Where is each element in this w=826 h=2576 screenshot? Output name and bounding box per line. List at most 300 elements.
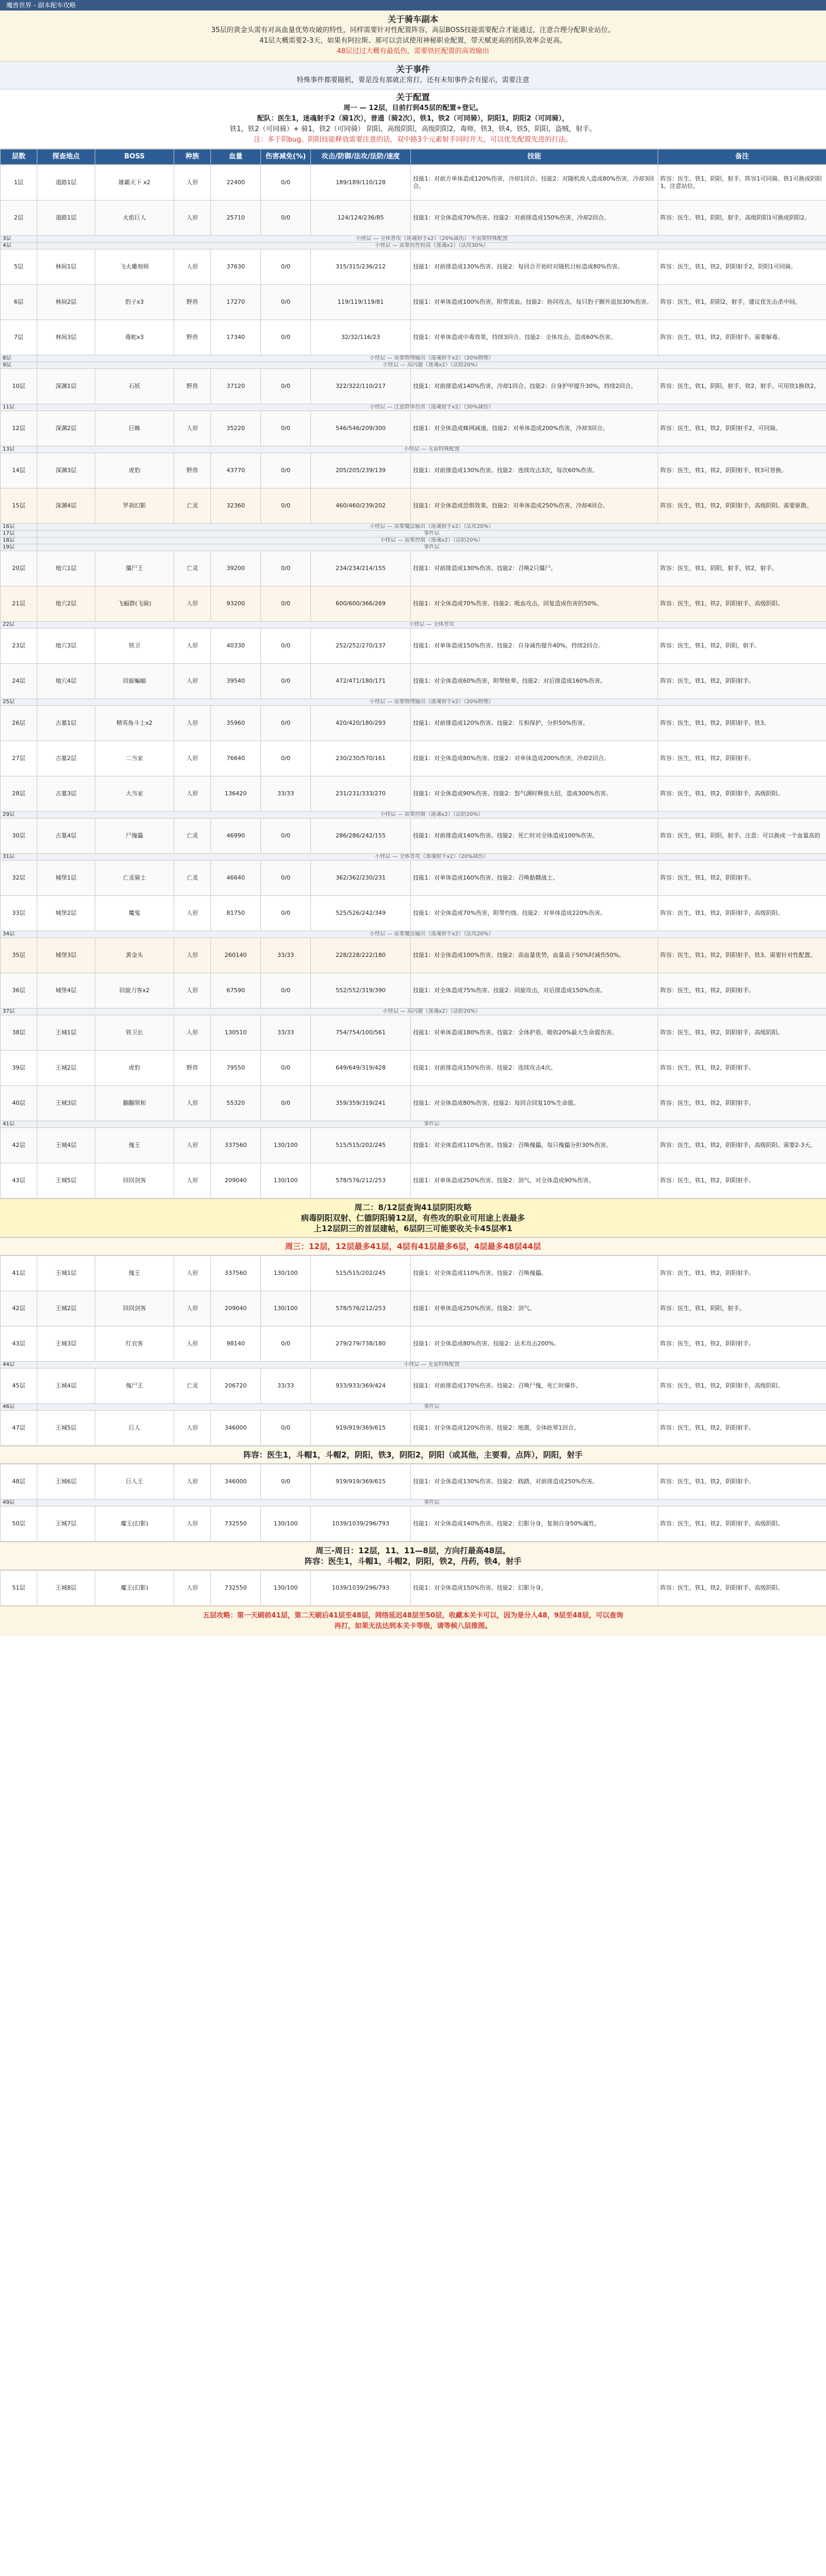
trash-row xyxy=(1,544,826,551)
trash-note-cell: 事件层 xyxy=(37,531,826,537)
boss-name-cell: 雄霸天下 x2 xyxy=(95,165,174,201)
column-header: 备注 xyxy=(658,149,826,165)
location-cell: 城堡2层 xyxy=(37,896,95,931)
race-cell: 人形 xyxy=(174,165,211,201)
remark-cell: 阵容：医生，铁1，铁2，阴阳射手，高级阴阳。 xyxy=(658,1571,826,1606)
remark-cell: 阵容：医生，铁1，铁2，阴阳射手。 xyxy=(658,664,826,699)
config-line: 周一 — 12层，目前打到45层的配置+登记。 xyxy=(343,104,483,112)
boss-name-cell: 回回剑客 xyxy=(95,1163,174,1199)
event-line: 特殊事件都要随机，要是没有那就正常打，还有未知事件会有提示，需要注意 xyxy=(296,76,529,84)
resist-cell: 33/33 xyxy=(261,1369,311,1404)
trash-note-cell: 小怪层 — 高闪避（迷魂x2）（法防20%） xyxy=(37,1009,826,1015)
resist-cell: 0/0 xyxy=(261,896,311,931)
hp-cell: 22400 xyxy=(211,165,261,201)
stats-cell: 231/231/333/270 xyxy=(311,776,411,812)
boss-row xyxy=(1,1163,826,1199)
sep-line: 周三：12层，12层最多41层，4层有41层最多6层，4层最多48层44层 xyxy=(285,1242,541,1251)
race-cell: 野兽 xyxy=(174,320,211,355)
skill-cell: 技能1：对全体造成110%伤害。技能2：召唤傀儡。 xyxy=(411,1256,658,1291)
skill-cell: 技能1：对前排造成120%伤害。技能2：互相保护，分担50%伤害。 xyxy=(411,706,658,741)
hp-cell: 43770 xyxy=(211,453,261,488)
location-cell: 深渊1层 xyxy=(37,369,95,404)
remark-cell: 阵容：医生，铁1，铁2，阴阳射手。 xyxy=(658,973,826,1009)
resist-cell: 0/0 xyxy=(261,741,311,776)
trash-note-cell: 小怪层 — 无需特殊配置 xyxy=(37,446,826,453)
boss-row xyxy=(1,1506,826,1542)
stats-cell: 32/32/116/23 xyxy=(311,320,411,355)
race-cell: 野兽 xyxy=(174,369,211,404)
trash-note-cell: 事件层 xyxy=(37,1121,826,1128)
remark-cell: 阵容：医生，铁1，铁2，阴阳射手。 xyxy=(658,1086,826,1121)
boss-name-cell: 傀尸王 xyxy=(95,1369,174,1404)
stats-cell: 119/119/119/81 xyxy=(311,285,411,320)
stats-cell: 362/362/230/231 xyxy=(311,861,411,896)
hp-cell: 337560 xyxy=(211,1256,261,1291)
floor-cell: 12层 xyxy=(1,411,37,446)
skill-cell: 技能1：对全体造成75%伤害。技能2：回旋攻击，对后排造成150%伤害。 xyxy=(411,973,658,1009)
floor-cell: 11层 xyxy=(1,404,37,411)
location-cell: 王城3层 xyxy=(37,1326,95,1362)
event-title: 关于事件 xyxy=(396,64,430,74)
boss-name-cell: 魔王(幻影) xyxy=(95,1571,174,1606)
boss-row xyxy=(1,1464,826,1500)
stats-cell: 205/205/239/139 xyxy=(311,453,411,488)
skill-cell: 技能1：对全体造成60%伤害，附带眩晕。技能2：对后排造成160%伤害。 xyxy=(411,664,658,699)
resist-cell: 0/0 xyxy=(261,973,311,1009)
floor-cell: 16层 xyxy=(1,524,37,531)
hp-cell: 46640 xyxy=(211,861,261,896)
skill-cell: 技能1：对全体造成70%伤害。技能2：对前排造成150%伤害，冷却2回合。 xyxy=(411,201,658,236)
trash-note-cell: 小怪层 — 需要物理输出（迷魂射手x2）（20%物理） xyxy=(37,699,826,706)
boss-name-cell: 大当家 xyxy=(95,776,174,812)
floor-cell: 38层 xyxy=(1,1015,37,1051)
boss-name-cell: 飞火雕刻师 xyxy=(95,249,174,285)
floor-cell: 49层 xyxy=(1,1500,37,1506)
location-cell: 道路1层 xyxy=(37,165,95,201)
skill-cell: 技能1：对全体造成110%伤害。技能2：召唤傀儡，每只傀儡分担30%伤害。 xyxy=(411,1128,658,1163)
location-cell: 地穴2层 xyxy=(37,586,95,622)
hp-cell: 37630 xyxy=(211,249,261,285)
column-header: 探查地点 xyxy=(37,149,95,165)
location-cell: 王城7层 xyxy=(37,1506,95,1542)
trash-note-cell: 小怪层 — 需要控制（迷魂x2）（法防20%） xyxy=(37,537,826,544)
boss-row xyxy=(1,973,826,1009)
location-cell: 王城8层 xyxy=(37,1571,95,1606)
boss-row xyxy=(1,586,826,622)
race-cell: 人形 xyxy=(174,1571,211,1606)
hp-cell: 79550 xyxy=(211,1051,261,1086)
boss-name-cell: 尸傀儡 xyxy=(95,818,174,854)
stats-cell: 230/230/570/161 xyxy=(311,741,411,776)
remark-cell: 阵容：医生，铁1，阴阳，射手，铁2，射手。可用铁1换铁2。 xyxy=(658,369,826,404)
hp-cell: 32360 xyxy=(211,488,261,524)
boss-table-main xyxy=(0,165,826,1199)
remark-cell: 阵容：医生，铁1，铁2，阴阳射手。 xyxy=(658,1256,826,1291)
hp-cell: 39540 xyxy=(211,664,261,699)
race-cell: 人形 xyxy=(174,1015,211,1051)
floor-cell: 45层 xyxy=(1,1369,37,1404)
trash-note-cell: 小怪层 — 全体普攻（迷魂射手x2）（20%减伤） xyxy=(37,854,826,861)
trash-note-cell: 小怪层 — 需要抗性较高（迷魂x2）（法攻30%） xyxy=(37,243,826,249)
notice-line: 41层大概需要2-3天，如果有阿拉斯、那可以尝试使用神秘职业配置，带天赋更高的团队效率会更高。 xyxy=(259,37,567,45)
remark-cell: 阵容：医生，铁1，铁2，阴阳射手。 xyxy=(658,1051,826,1086)
stats-cell: 919/919/369/615 xyxy=(311,1411,411,1446)
trash-row xyxy=(1,931,826,938)
footer-line: 再打，如果无法达到本关卡等级，请等候八层推图。 xyxy=(334,1622,492,1630)
resist-cell: 0/0 xyxy=(261,201,311,236)
hp-cell: 37120 xyxy=(211,369,261,404)
resist-cell: 0/0 xyxy=(261,664,311,699)
boss-table-3 xyxy=(0,1464,826,1542)
resist-cell: 0/0 xyxy=(261,628,311,664)
remark-cell: 阵容：医生，铁1，阴阳，射手，铁2，射手。 xyxy=(658,551,826,586)
stats-cell: 919/919/369/615 xyxy=(311,1464,411,1500)
floor-cell: 20层 xyxy=(1,551,37,586)
hp-cell: 206720 xyxy=(211,1369,261,1404)
footer-line: 五层攻略：第一天刷前41层，第二天刷后41层至48层，网络延迟48层至50层，收藏本关卡可以，因为是分人48，9层至48层，可以查询 xyxy=(203,1612,623,1620)
hp-cell: 209040 xyxy=(211,1291,261,1326)
hp-cell: 732550 xyxy=(211,1571,261,1606)
hp-cell: 40330 xyxy=(211,628,261,664)
race-cell: 人形 xyxy=(174,1411,211,1446)
race-cell: 野兽 xyxy=(174,285,211,320)
hp-cell: 337560 xyxy=(211,1128,261,1163)
floor-cell: 7层 xyxy=(1,320,37,355)
floor-cell: 25层 xyxy=(1,699,37,706)
stats-cell: 933/933/369/424 xyxy=(311,1369,411,1404)
boss-name-cell: 毒蛇x3 xyxy=(95,320,174,355)
floor-cell: 47层 xyxy=(1,1411,37,1446)
location-cell: 古墓1层 xyxy=(37,706,95,741)
boss-row xyxy=(1,285,826,320)
trash-row xyxy=(1,1500,826,1506)
floor-cell: 26层 xyxy=(1,706,37,741)
remark-cell: 阵容：医生，铁1，阴阳，射手。注意：可以换成一个血量高的 xyxy=(658,818,826,854)
boss-name-cell: 精英角斗士x2 xyxy=(95,706,174,741)
stats-cell: 286/286/242/155 xyxy=(311,818,411,854)
column-header: 种族 xyxy=(174,149,211,165)
stats-cell: 460/460/239/202 xyxy=(311,488,411,524)
column-header: BOSS xyxy=(95,149,174,165)
stats-cell: 649/649/319/428 xyxy=(311,1051,411,1086)
boss-row xyxy=(1,411,826,446)
skill-cell: 技能1：对全体造成130%伤害。技能2：践踏，对前排造成250%伤害。 xyxy=(411,1464,658,1500)
skill-cell: 技能1：对前排造成140%伤害，冷却1回合。技能2：自身护甲提升30%，持续2回合。 xyxy=(411,369,658,404)
trash-note-cell: 小怪层 — 全体普攻（迷魂射手x2）（20%减伤） 不需要特殊配置 xyxy=(37,236,826,243)
window-title: 魔兽世界 - 副本配车攻略 xyxy=(6,2,76,9)
location-cell: 深渊2层 xyxy=(37,411,95,446)
race-cell: 人形 xyxy=(174,1256,211,1291)
race-cell: 人形 xyxy=(174,411,211,446)
window-title-bar xyxy=(0,0,826,11)
floor-cell: 39层 xyxy=(1,1051,37,1086)
boss-name-cell: 火焰巨人 xyxy=(95,201,174,236)
skill-cell: 技能1：对前排造成130%伤害。技能2：召唤2只僵尸。 xyxy=(411,551,658,586)
boss-table-2 xyxy=(0,1255,826,1446)
floor-cell: 3层 xyxy=(1,236,37,243)
hp-cell: 81750 xyxy=(211,896,261,931)
floor-cell: 32层 xyxy=(1,861,37,896)
boss-row xyxy=(1,320,826,355)
boss-row xyxy=(1,776,826,812)
hp-cell: 346000 xyxy=(211,1411,261,1446)
floor-cell: 33层 xyxy=(1,896,37,931)
skill-cell: 技能1：对全体造成100%伤害。技能2：高血量优势，血量高于50%时减伤50%。 xyxy=(411,938,658,973)
config-title: 关于配置 xyxy=(396,92,430,102)
race-cell: 亡灵 xyxy=(174,488,211,524)
notice-line: 35层的黄金头需有对高血量优势攻破的特性，同样需要针对性配置阵容，高层BOSS技能需要配合才能通过，注意合理分配职业站位。 xyxy=(211,26,615,34)
boss-row xyxy=(1,1326,826,1362)
floor-cell: 36层 xyxy=(1,973,37,1009)
sep-line: 阵容：医生1，斗帽1，斗帽2，阴阳，铁3，阴阳2，阴阳（或其他，主要看，点阵），阴阳，射手 xyxy=(243,1450,583,1460)
skill-cell: 技能1：对前排造成170%伤害。技能2：召唤尸傀，死亡时爆炸。 xyxy=(411,1369,658,1404)
stats-cell: 234/234/214/155 xyxy=(311,551,411,586)
boss-name-cell: 二当家 xyxy=(95,741,174,776)
boss-row xyxy=(1,706,826,741)
location-cell: 王城4层 xyxy=(37,1128,95,1163)
stats-cell: 315/315/236/212 xyxy=(311,249,411,285)
trash-note-cell: 小怪层 — 需要物理输出（迷魂射手x2）（20%物理） xyxy=(37,355,826,362)
column-header: 攻击/防御/法攻/法防/速度 xyxy=(311,149,411,165)
boss-name-cell: 豹子x3 xyxy=(95,285,174,320)
floor-cell: 6层 xyxy=(1,285,37,320)
resist-cell: 0/0 xyxy=(261,285,311,320)
resist-cell: 0/0 xyxy=(261,320,311,355)
remark-cell: 阵容：医生，铁1，铁2，阴阳射手。需要解毒。 xyxy=(658,320,826,355)
boss-row xyxy=(1,628,826,664)
race-cell: 人形 xyxy=(174,896,211,931)
race-cell: 人形 xyxy=(174,706,211,741)
skill-cell: 技能1：对前排造成130%伤害。技能2：每回合开始时对随机目标造成80%伤害。 xyxy=(411,249,658,285)
resist-cell: 0/0 xyxy=(261,1051,311,1086)
skill-cell: 技能1：对全体造成150%伤害。技能2：幻影分身。 xyxy=(411,1571,658,1606)
resist-cell: 130/100 xyxy=(261,1571,311,1606)
sep-line: 上12层阴三的首层建帖，6层阴三可能要收关卡45层率1 xyxy=(314,1224,512,1233)
boss-table-header xyxy=(0,149,826,165)
skill-cell: 技能1：对全体造成70%伤害。技能2：吸血攻击，回复造成伤害的50%。 xyxy=(411,586,658,622)
boss-name-cell: 石妖 xyxy=(95,369,174,404)
race-cell: 人形 xyxy=(174,1086,211,1121)
notice-section xyxy=(0,11,826,62)
notice-title: 关于骑车副本 xyxy=(387,14,438,24)
race-cell: 人形 xyxy=(174,1326,211,1362)
hp-cell: 209040 xyxy=(211,1163,261,1199)
boss-name-cell: 铁卫长 xyxy=(95,1015,174,1051)
skill-cell: 技能1：对全体造成蛛网减速。技能2：对单体造成200%伤害，冷却3回合。 xyxy=(411,411,658,446)
trash-row xyxy=(1,812,826,818)
location-cell: 城堡1层 xyxy=(37,861,95,896)
floor-cell: 28层 xyxy=(1,776,37,812)
skill-cell: 技能1：对单体造成250%伤害。技能2：剑气，对全体造成90%伤害。 xyxy=(411,1163,658,1199)
hp-cell: 67590 xyxy=(211,973,261,1009)
resist-cell: 33/33 xyxy=(261,1015,311,1051)
boss-row xyxy=(1,1086,826,1121)
trash-note-cell: 小怪层 — 需要控制（迷魂x2）（法防20%） xyxy=(37,812,826,818)
stats-cell: 124/124/236/85 xyxy=(311,201,411,236)
location-cell: 地穴4层 xyxy=(37,664,95,699)
remark-cell: 阵容：医生，铁1，铁2，阴阳射手，铁3。 xyxy=(658,706,826,741)
resist-cell: 33/33 xyxy=(261,938,311,973)
floor-cell: 8层 xyxy=(1,355,37,362)
race-cell: 人形 xyxy=(174,1163,211,1199)
floor-cell: 29层 xyxy=(1,812,37,818)
trash-row xyxy=(1,362,826,369)
hp-cell: 25710 xyxy=(211,201,261,236)
trash-note-cell: 小怪层 — 无需特殊配置 xyxy=(37,1362,826,1369)
resist-cell: 130/100 xyxy=(261,1163,311,1199)
boss-row xyxy=(1,1051,826,1086)
config-line: 配队：医生1，迷魂射手2（骑1次），普通（骑2次），铁1，铁2（可同骑），阴阳1，阴阳2（可同骑）， xyxy=(257,115,569,123)
resist-cell: 0/0 xyxy=(261,1464,311,1500)
stats-cell: 472/471/180/171 xyxy=(311,664,411,699)
floor-cell: 31层 xyxy=(1,854,37,861)
floor-cell: 35层 xyxy=(1,938,37,973)
event-section xyxy=(0,62,826,89)
location-cell: 王城5层 xyxy=(37,1411,95,1446)
weekend-separator xyxy=(0,1542,826,1570)
hp-cell: 76640 xyxy=(211,741,261,776)
boss-name-cell: 罗刹幻影 xyxy=(95,488,174,524)
trash-row xyxy=(1,1362,826,1369)
boss-name-cell: 亡灵骑士 xyxy=(95,861,174,896)
skill-cell: 技能1：对单体造成180%伤害。技能2：全体护盾，吸收20%最大生命值伤害。 xyxy=(411,1015,658,1051)
boss-name-cell: 虎豹 xyxy=(95,453,174,488)
location-cell: 林间3层 xyxy=(37,320,95,355)
resist-cell: 0/0 xyxy=(261,249,311,285)
location-cell: 王城1层 xyxy=(37,1015,95,1051)
floor-cell: 9层 xyxy=(1,362,37,369)
boss-name-cell: 魔王(幻影) xyxy=(95,1506,174,1542)
stats-cell: 279/279/738/180 xyxy=(311,1326,411,1362)
boss-row xyxy=(1,1015,826,1051)
remark-cell: 阵容：医生、铁1，阴阳，射手，高级阴阳1可换成阴阳2。 xyxy=(658,201,826,236)
boss-row xyxy=(1,1256,826,1291)
floor-cell: 4层 xyxy=(1,243,37,249)
floor-cell: 17层 xyxy=(1,531,37,537)
trash-note-cell: 事件层 xyxy=(37,544,826,551)
skill-cell: 技能1：对单体造成中毒效果，持续3回合。技能2：全体攻击，造成60%伤害。 xyxy=(411,320,658,355)
floor-cell: 51层 xyxy=(1,1571,37,1606)
floor-cell: 40层 xyxy=(1,1086,37,1121)
remark-cell: 阵容：医生，铁1，铁2，阴阳射手。 xyxy=(658,741,826,776)
location-cell: 地穴1层 xyxy=(37,551,95,586)
resist-cell: 0/0 xyxy=(261,1326,311,1362)
floor-cell: 41层 xyxy=(1,1256,37,1291)
hp-cell: 17340 xyxy=(211,320,261,355)
remark-cell: 阵容：医生，铁1，阴阳2，射手，建议优先击杀中间。 xyxy=(658,285,826,320)
config-line: 铁1，铁2（可同骑）+ 骑1，铁2（可同骑） 阴阳，高级阴阳，高级阴阳2，毒师，铁3，铁4，铁5，阴阳，盗贼，射手。 xyxy=(229,125,597,133)
race-cell: 亡灵 xyxy=(174,818,211,854)
floor-cell: 23层 xyxy=(1,628,37,664)
trash-note-cell: 事件层 xyxy=(37,1500,826,1506)
trash-row xyxy=(1,524,826,531)
remark-cell: 阵容：医生，铁1，铁2，阴阳射手。 xyxy=(658,1163,826,1199)
boss-name-cell: 魔鬼 xyxy=(95,896,174,931)
resist-cell: 0/0 xyxy=(261,1411,311,1446)
floor-cell: 15层 xyxy=(1,488,37,524)
remark-cell: 阵容：医生，铁1，阴阳，射手。 xyxy=(658,1291,826,1326)
skill-cell: 技能1：对全体造成80%伤害。技能2：每回合回复10%生命值。 xyxy=(411,1086,658,1121)
hp-cell: 35220 xyxy=(211,411,261,446)
location-cell: 地穴3层 xyxy=(37,628,95,664)
boss-row xyxy=(1,488,826,524)
boss-name-cell: 飞蝠群(飞骑) xyxy=(95,586,174,622)
hp-cell: 39200 xyxy=(211,551,261,586)
week3-separator xyxy=(0,1237,826,1255)
resist-cell: 0/0 xyxy=(261,818,311,854)
column-header: 血量 xyxy=(211,149,261,165)
boss-name-cell: 巨人 xyxy=(95,1411,174,1446)
trash-row xyxy=(1,1121,826,1128)
floor-cell: 37层 xyxy=(1,1009,37,1015)
remark-cell: 阵容：医生，铁1，铁2，阴阳射手。 xyxy=(658,1326,826,1362)
boss-name-cell: 巨人王 xyxy=(95,1464,174,1500)
hp-cell: 46990 xyxy=(211,818,261,854)
stats-cell: 525/526/242/349 xyxy=(311,896,411,931)
resist-cell: 0/0 xyxy=(261,861,311,896)
boss-row xyxy=(1,1369,826,1404)
location-cell: 林间2层 xyxy=(37,285,95,320)
resist-cell: 0/0 xyxy=(261,453,311,488)
location-cell: 王城2层 xyxy=(37,1051,95,1086)
skill-cell: 技能1：对全体造成恐惧效果。技能2：对单体造成250%伤害，冷却4回合。 xyxy=(411,488,658,524)
skill-cell: 技能1：对前方单体造成120%伤害，冷却1回合。技能2：对随机敌人造成80%伤害，冷却3回合。 xyxy=(411,165,658,201)
race-cell: 人形 xyxy=(174,973,211,1009)
hp-cell: 55320 xyxy=(211,1086,261,1121)
floor-cell: 44层 xyxy=(1,1362,37,1369)
remark-cell: 阵容：医生，铁1，铁2，阴阳射手，铁3可替换。 xyxy=(658,453,826,488)
boss-row xyxy=(1,818,826,854)
boss-name-cell: 回旋刀客x2 xyxy=(95,973,174,1009)
floor-cell: 42层 xyxy=(1,1128,37,1163)
location-cell: 王城1层 xyxy=(37,1256,95,1291)
stats-cell: 359/359/319/241 xyxy=(311,1086,411,1121)
floor-cell: 42层 xyxy=(1,1291,37,1326)
race-cell: 人形 xyxy=(174,249,211,285)
hp-cell: 35960 xyxy=(211,706,261,741)
boss-row xyxy=(1,741,826,776)
remark-cell: 阵容：医生，铁1，铁2，阴阳射手，高级阴阳。 xyxy=(658,1369,826,1404)
boss-name-cell: 僵尸王 xyxy=(95,551,174,586)
race-cell: 亡灵 xyxy=(174,861,211,896)
remark-cell: 阵容：医生，铁1，铁2，阴阳射手，高级阴阳。 xyxy=(658,1506,826,1542)
boss-name-cell: 巨蛛 xyxy=(95,411,174,446)
remark-cell: 阵容：医生，铁1，铁2，阴阳射手。 xyxy=(658,1411,826,1446)
lineup-separator xyxy=(0,1446,826,1464)
location-cell: 古墓4层 xyxy=(37,818,95,854)
boss-row xyxy=(1,201,826,236)
floor-cell: 46层 xyxy=(1,1404,37,1411)
trash-note-cell: 小怪层 — 全体普攻 xyxy=(37,622,826,628)
skill-cell: 技能1：对全体造成90%伤害。技能2：怒气满时释放大招，造成300%伤害。 xyxy=(411,776,658,812)
hp-cell: 93200 xyxy=(211,586,261,622)
skill-cell: 技能1：对单体造成160%伤害。技能2：召唤骷髅战士。 xyxy=(411,861,658,896)
trash-row xyxy=(1,622,826,628)
remark-cell: 阵容：医生，铁1，铁2，阴阳射手，高级阴阳。 xyxy=(658,776,826,812)
location-cell: 深渊3层 xyxy=(37,453,95,488)
stats-cell: 515/515/202/245 xyxy=(311,1256,411,1291)
hp-cell: 732550 xyxy=(211,1506,261,1542)
location-cell: 王城4层 xyxy=(37,1369,95,1404)
trash-note-cell: 小怪层 — 高闪避（迷魂x2）（法防20%） xyxy=(37,362,826,369)
location-cell: 王城3层 xyxy=(37,1086,95,1121)
stats-cell: 189/189/110/128 xyxy=(311,165,411,201)
floor-cell: 18层 xyxy=(1,537,37,544)
resist-cell: 0/0 xyxy=(261,411,311,446)
skill-cell: 技能1：对前排造成150%伤害。技能2：连续攻击4次。 xyxy=(411,1051,658,1086)
floor-cell: 22层 xyxy=(1,622,37,628)
skill-cell: 技能1：对全体造成80%伤害。技能2：对单体造成200%伤害，冷却2回合。 xyxy=(411,741,658,776)
